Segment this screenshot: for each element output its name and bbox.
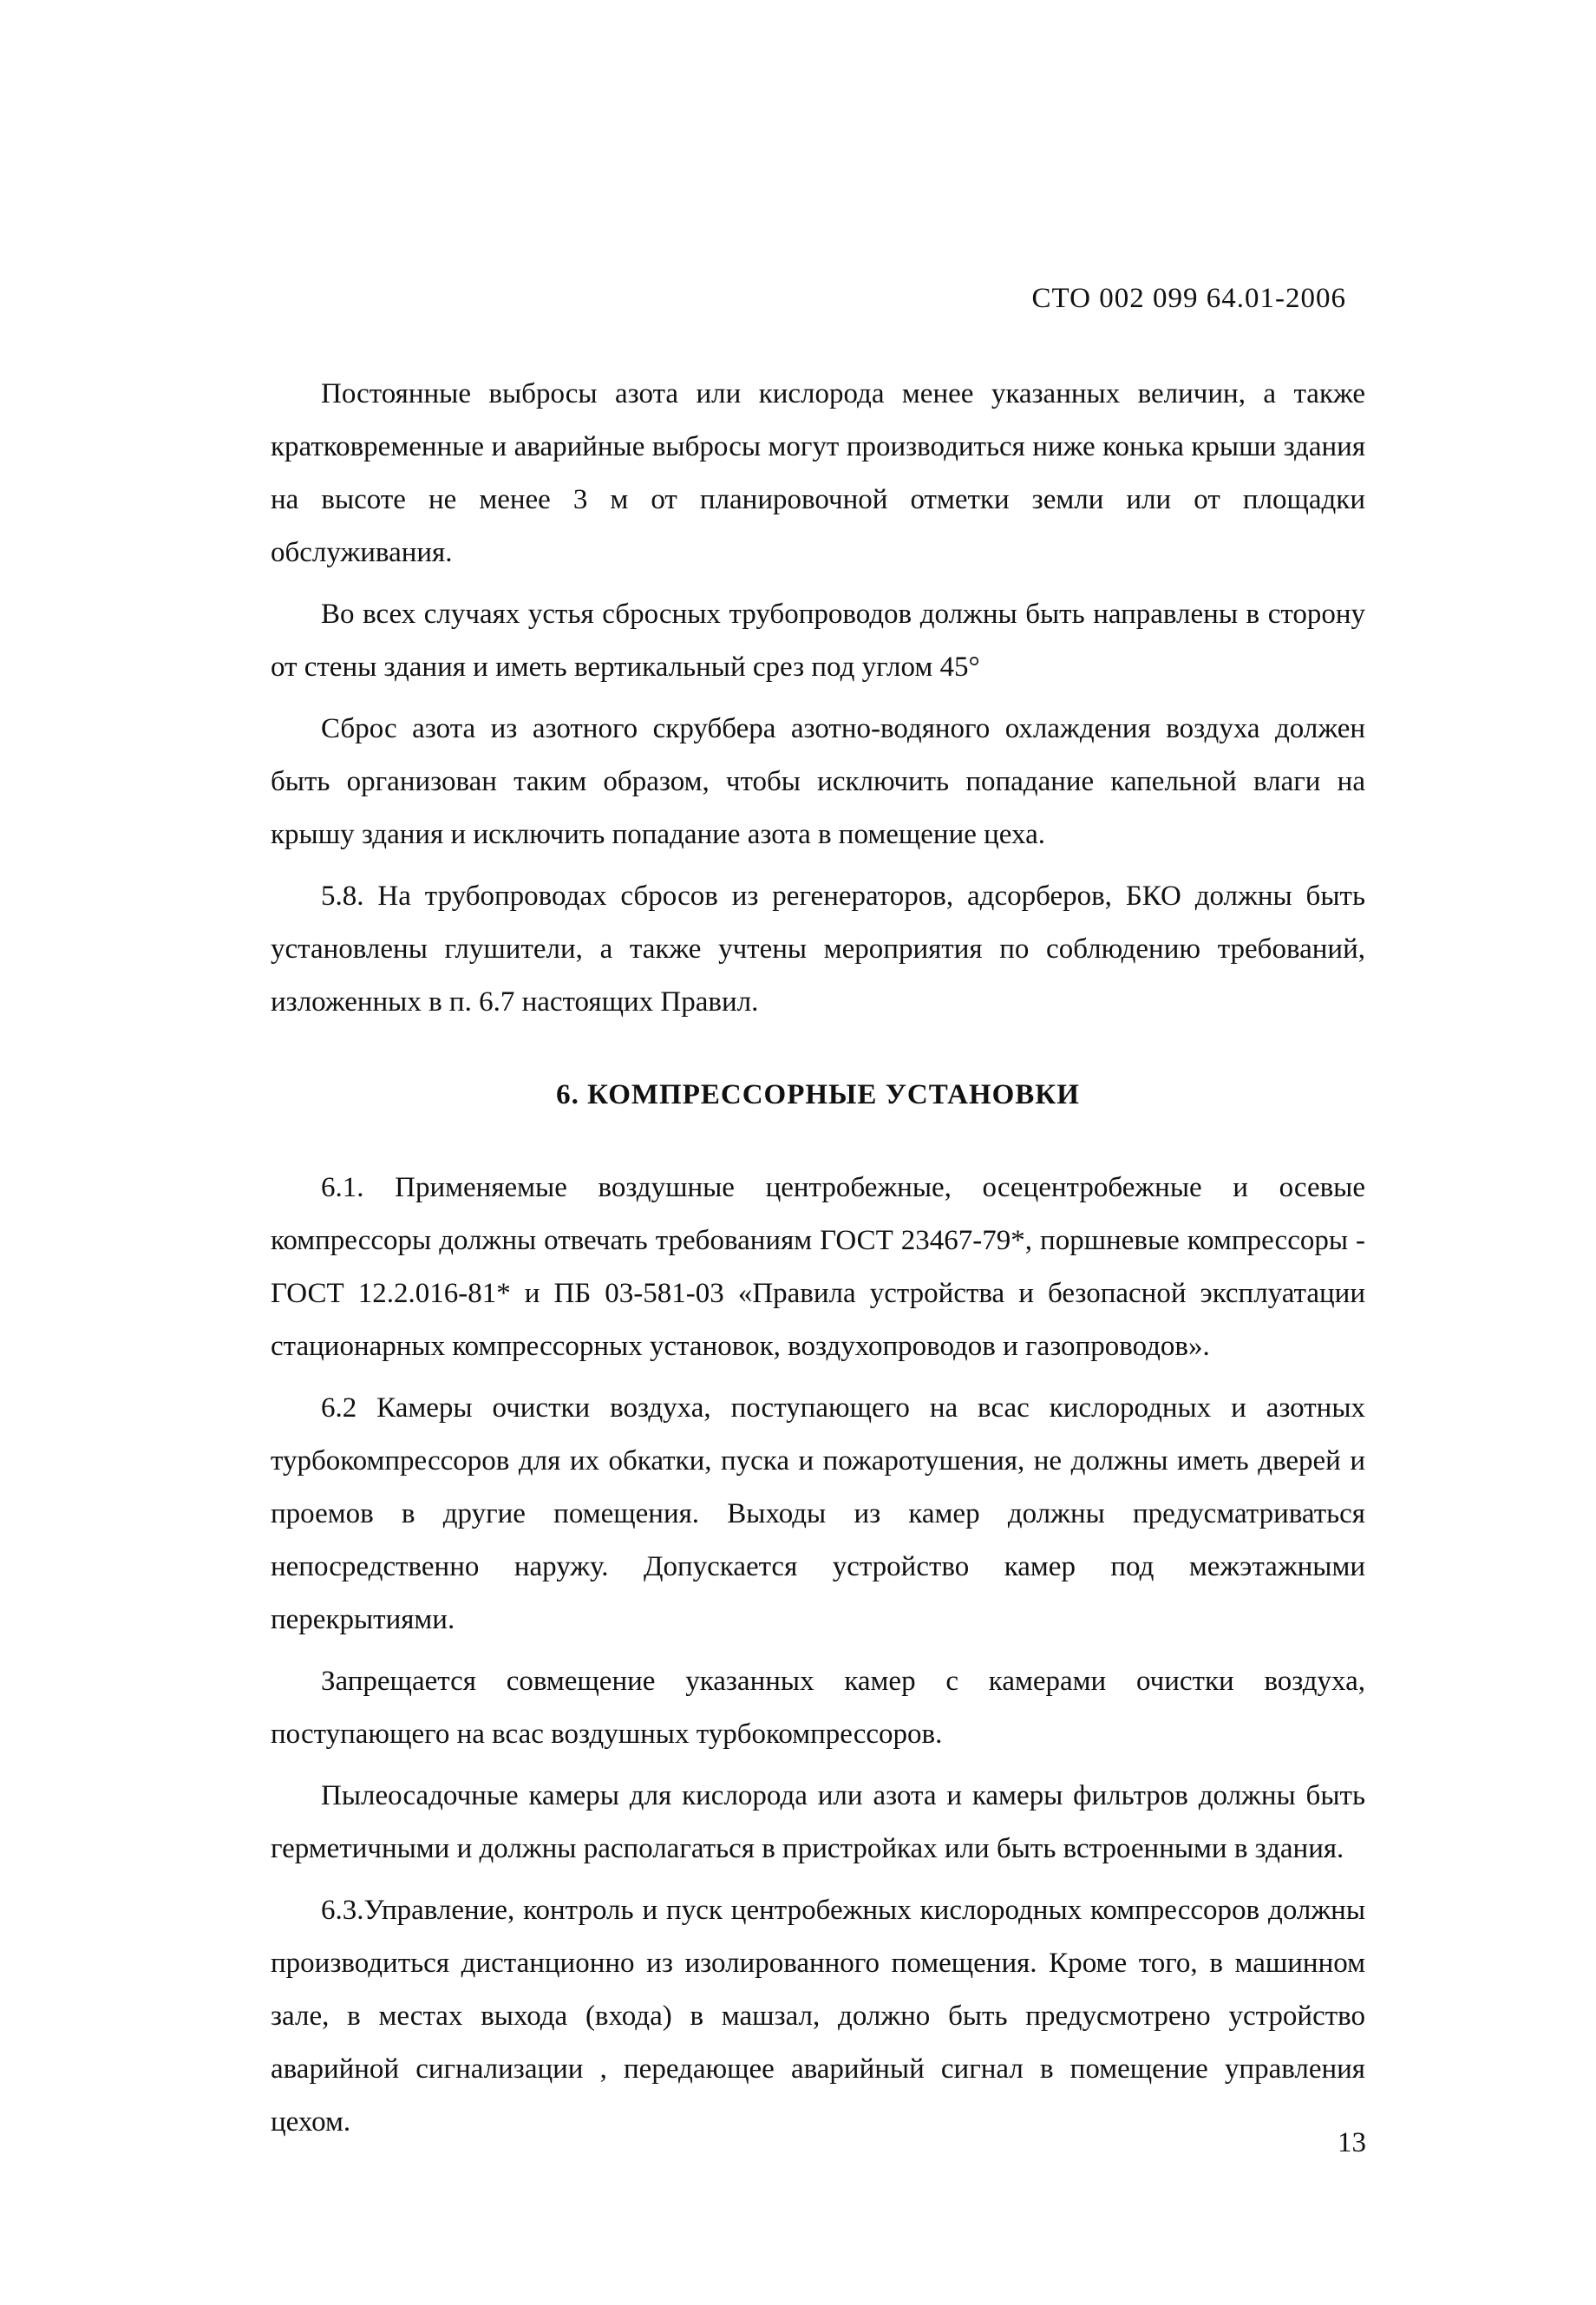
paragraph-prohibition: Запрещается совмещение указанных камер с камерами очистки воздуха, поступающего на всас воздушных турбокомпрессоров. [271, 1666, 1365, 1750]
section-heading: 6. КОМПРЕССОРНЫЕ УСТАНОВКИ [556, 1079, 1080, 1110]
paragraph-emissions-height: Постоянные выбросы азота или кислорода менее указанных величин, а также кратковременные и аварийные выбросы могут производиться ниже конька крыши здания на высоте не менее 3 м от планировочной отметки земли или от площадки обслуживания. [271, 378, 1365, 568]
page-number: 13 [1338, 2127, 1366, 2158]
document-code: СТО 002 099 64.01-2006 [1031, 283, 1346, 314]
paragraph-scrubber-discharge: Сброс азота из азотного скруббера азотно-водяного охлаждения воздуха должен быть организован таким образом, чтобы исключить попадание капельной влаги на крышу здания и исключить попадание азота в помещение цеха. [271, 713, 1365, 850]
paragraph-dust-chambers: Пылеосадочные камеры для кислорода или азота и камеры фильтров должны быть герметичными и должны располагаться в пристройках или быть встроенными в здания. [271, 1780, 1365, 1864]
paragraph-5-8-silencers: 5.8. На трубопроводах сбросов из регенераторов, адсорберов, БКО должны быть установлены глушители, а также учтены мероприятия по соблюдению требований, изложенных в п. 6.7 настоящих Правил. [271, 881, 1365, 1018]
paragraph-pipe-direction: Во всех случаях устья сбросных трубопроводов должны быть направлены в сторону от стены здания и иметь вертикальный срез под углом 45° [271, 599, 1365, 683]
paragraph-6-1-compressors: 6.1. Применяемые воздушные центробежные, осецентробежные и осевые компрессоры должны отвечать требованиям ГОСТ 23467-79*, поршневые компрессоры - ГОСТ 12.2.016-81* и ПБ 03-581-03 «Правила устройства и безопасной эксплуатации стационарных компрессорных установок, воздухопроводов и газопроводов». [271, 1172, 1365, 1362]
paragraph-6-3-control: 6.3.Управление, контроль и пуск центробежных кислородных компрессоров должны производиться дистанционно из изолированного помещения. Кроме того, в машинном зале, в местах выхода (входа) в машзал, должно быть предусмотрено устройство аварийной сигнализации , передающее аварийный сигнал в помещение управления цехом. [271, 1895, 1365, 2138]
paragraph-6-2-cleaning-chambers: 6.2 Камеры очистки воздуха, поступающего на всас кислородных и азотных турбокомпрессоров для их обкатки, пуска и пожаротушения, не должны иметь дверей и проемов в другие помещения. Выходы из камер должны предусматриваться непосредственно наружу. Допускается устройство камер под межэтажными перекрытиями. [271, 1392, 1365, 1635]
page-body [271, 368, 1365, 2149]
